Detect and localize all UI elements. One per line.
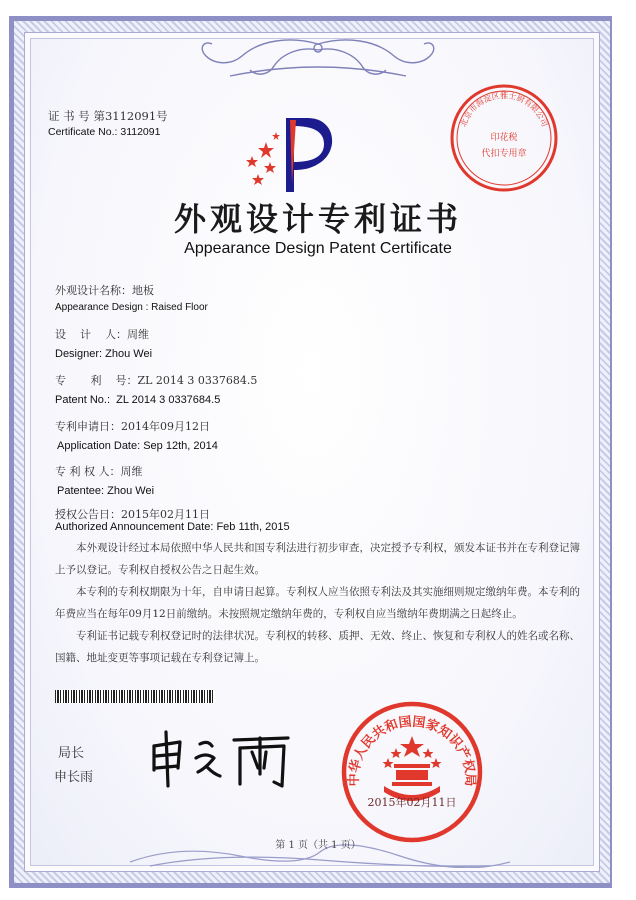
application-date-en: Application Date: Sep 12th, 2014 (57, 440, 218, 452)
application-date-cn: 专利申请日：2014年09月12日 (55, 420, 210, 433)
tax-stamp-line-1: 印花税 (490, 133, 518, 143)
barcode (55, 690, 215, 703)
seal-date: 2015年02月11日 (367, 796, 457, 809)
announcement-date-en: Authorized Announcement Date: Feb 11th, 2015 (55, 521, 290, 533)
patentee-en: Patentee: Zhou Wei (57, 485, 155, 497)
designer-cn: 设 计 人：周维 (55, 328, 149, 341)
patent-number-cn: 专 利 号：ZL 2014 3 0337684.5 (55, 374, 258, 387)
certificate-title-cn: 外观设计专利证书 (173, 200, 462, 238)
ornament-top (190, 36, 446, 96)
certificate-number-en: Certificate No.: 3112091 (48, 126, 161, 138)
certificate-title-en: Appearance Design Patent Certificate (184, 240, 452, 257)
announcement-date-cn: 授权公告日：2015年02月11日 (55, 508, 210, 521)
design-name-en: Appearance Design : Raised Floor (55, 302, 208, 313)
designer-en: Designer: Zhou Wei (55, 348, 153, 360)
tax-stamp-seal (448, 82, 560, 194)
sipo-logo-icon (236, 112, 340, 196)
paragraph-grant: 本外观设计经过本局依照中华人民共和国专利法进行初步审查，决定授予专利权，颁发本证书并在专利登记簿上予以登记。专利权自授权公告之日起生效。 (55, 542, 580, 576)
tax-stamp-line-2: 代扣专用章 (481, 149, 527, 159)
certificate-number-cn: 证 书 号 第3112091号 (48, 109, 168, 123)
design-name-cn: 外观设计名称：地板 (55, 284, 154, 297)
paragraph-legal-status: 专利证书记载专利权登记时的法律状况。专利权的转移、质押、无效、终止、恢复和专利权人的姓名或名称、国籍、地址变更等事项记载在专利登记簿上。 (55, 630, 580, 664)
signature-image (148, 728, 302, 790)
seal-ring-text: 中华人民共和国国家知识产权局 (346, 714, 478, 787)
patent-number-en: Patent No.: ZL 2014 3 0337684.5 (55, 394, 221, 406)
signatory-title: 局长 (58, 746, 85, 761)
signatory-name: 申长雨 (54, 770, 94, 785)
patentee-cn: 专 利 权 人：周维 (55, 465, 143, 478)
page-edge (612, 0, 636, 900)
page-number: 第 1 页（共 1 页） (275, 840, 361, 851)
paragraph-term: 本专利的专利权期限为十年，自申请日起算。专利权人应当依照专利法及其实施细则规定缴纳年费。本专利的年费应当在每年09月12日前缴纳。未按照规定缴纳年费的，专利权自应当缴纳年费期满之日起终止。 (55, 586, 580, 620)
tax-stamp-ring-text: 北京市海淀区雅士厨有限公司 (458, 91, 550, 129)
sipo-official-seal (340, 700, 484, 844)
